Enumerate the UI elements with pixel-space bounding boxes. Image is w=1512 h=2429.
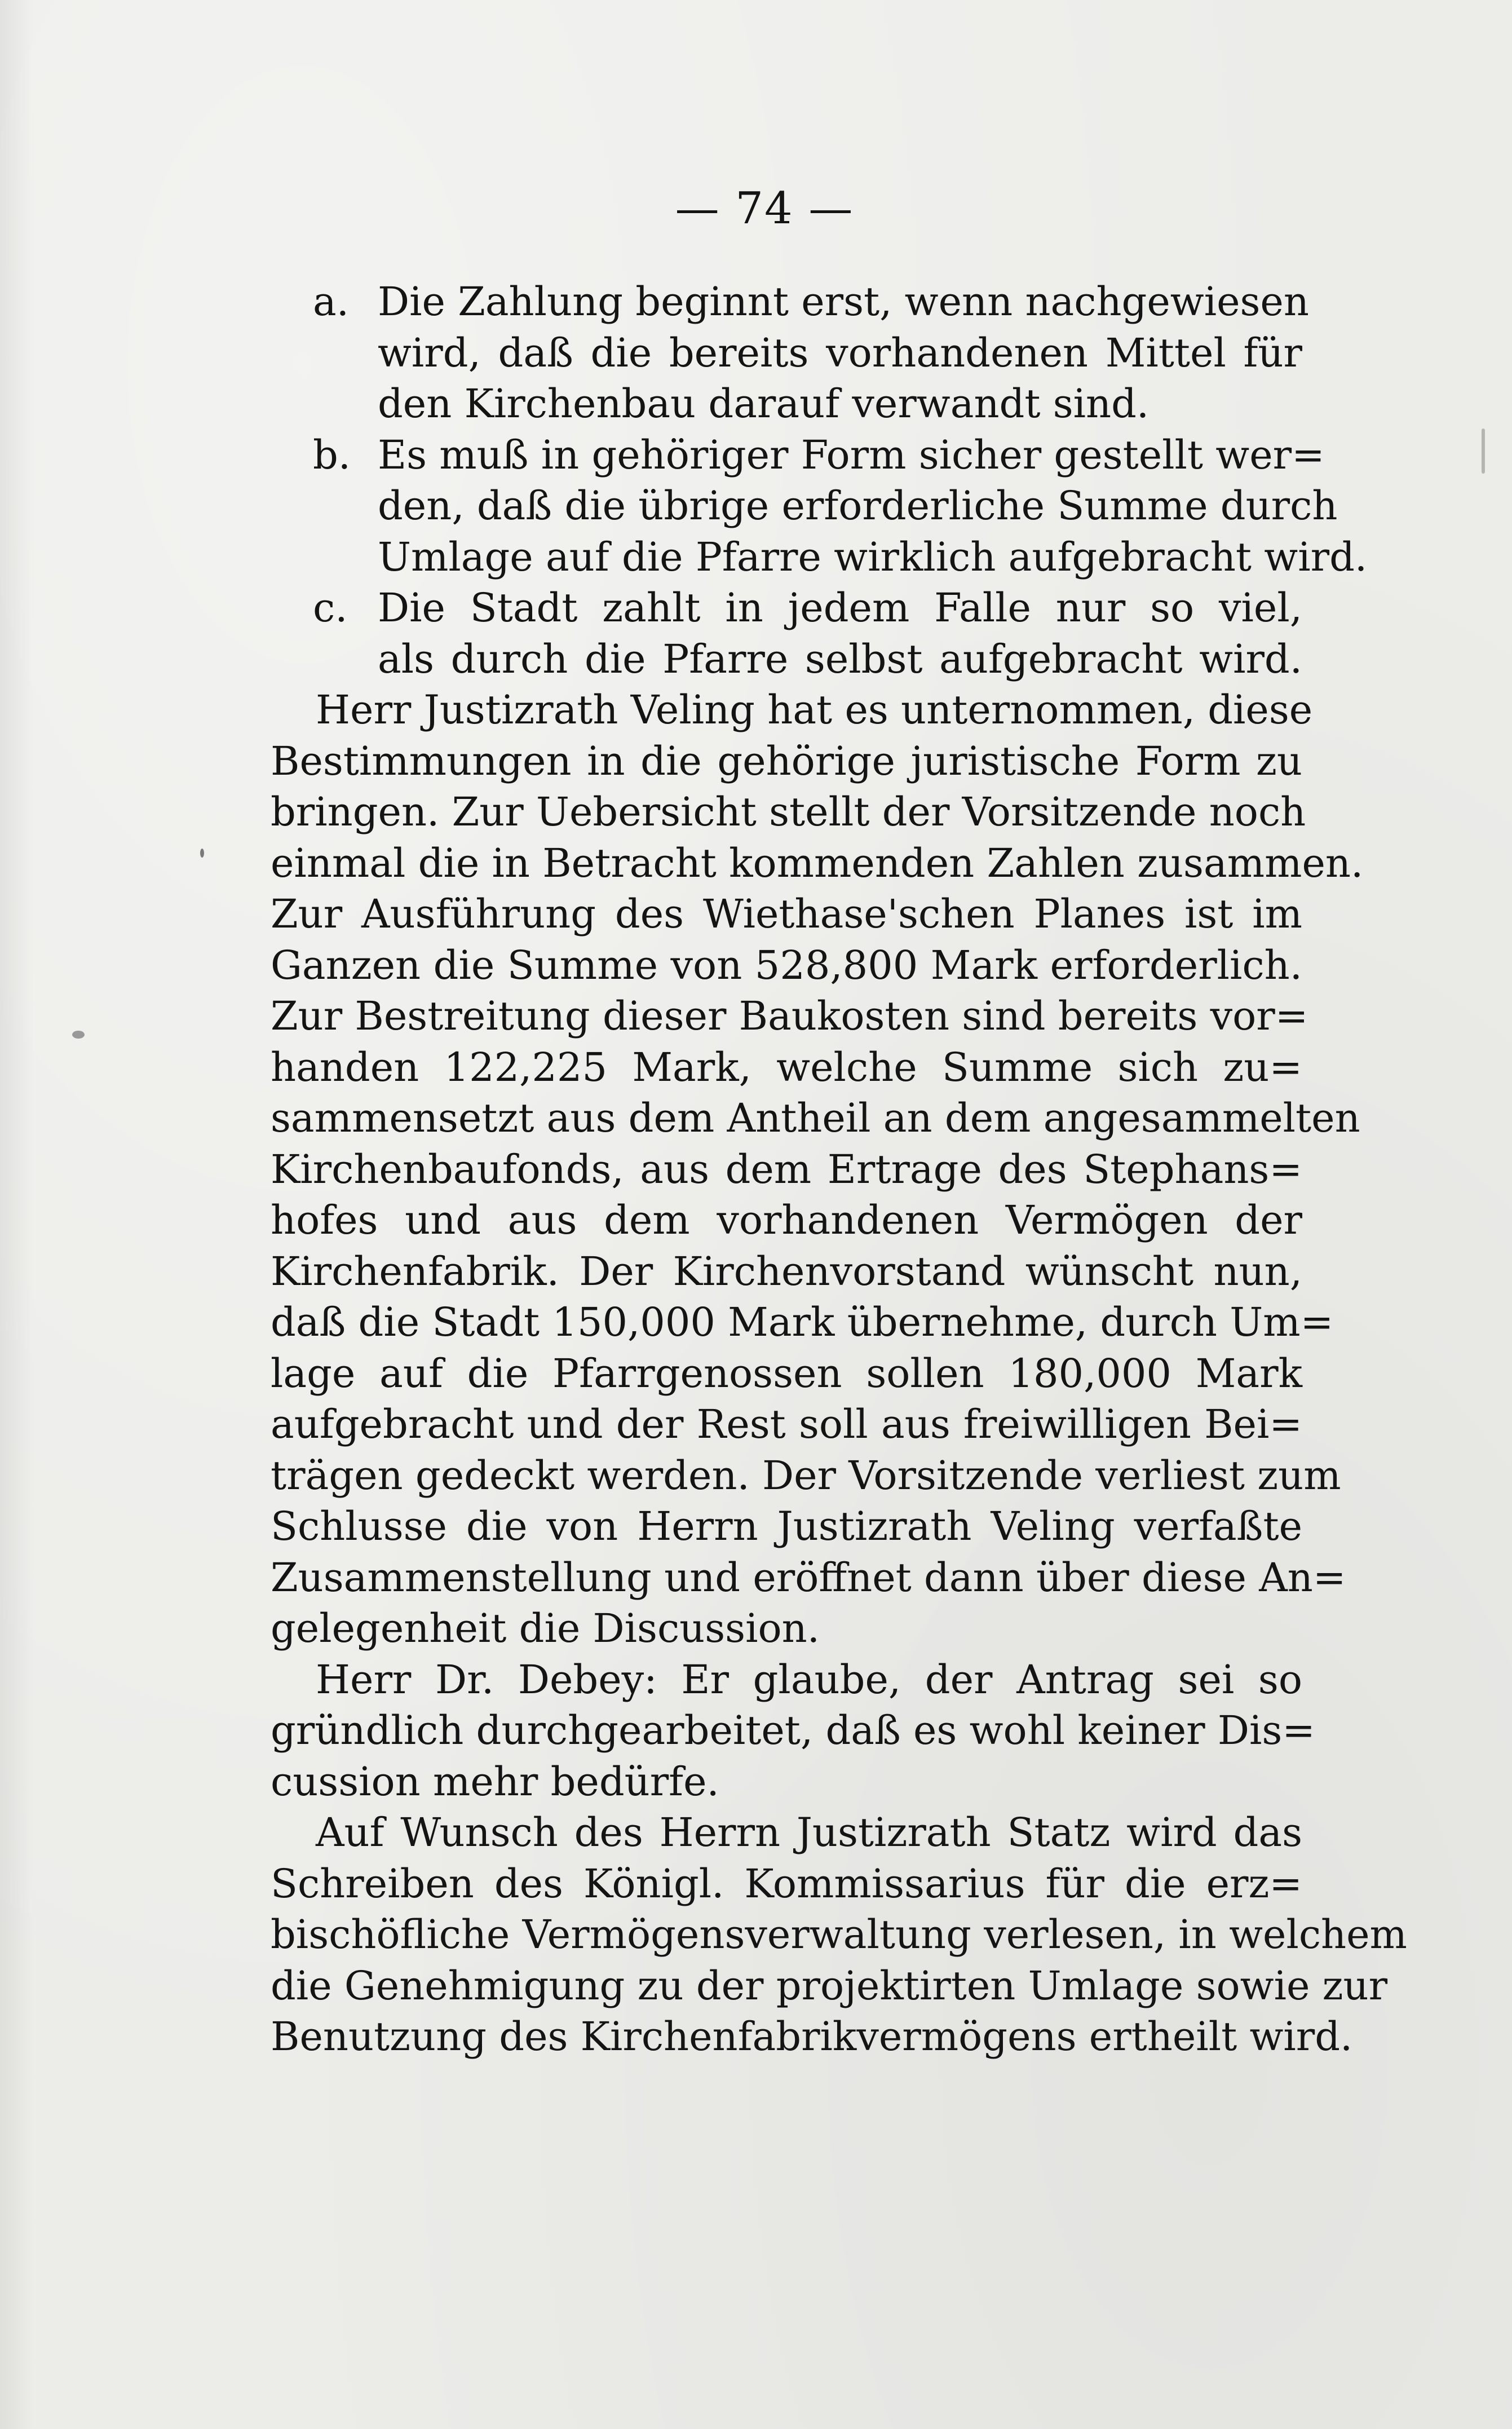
paper-speck [1482, 429, 1485, 474]
text-line [271, 430, 1325, 481]
line-text: Bestimmungen in die gehörige juristische Form zu [271, 737, 1302, 784]
text-line [271, 1705, 1315, 1756]
text-line [271, 328, 1302, 379]
line-text: Auf Wunsch des Herrn Justizrath Statz wird das [316, 1809, 1302, 1856]
page-number: — 74 — [675, 183, 854, 234]
text-line [271, 1960, 1388, 2012]
text-line [271, 1042, 1302, 1093]
line-text: Es muß in gehöriger Form sicher gestellt wer= [378, 431, 1325, 478]
line-text: aufgebracht und der Rest soll aus freiwilligen Bei= [271, 1401, 1302, 1447]
text-line [271, 532, 1368, 583]
body-text [271, 276, 1407, 2063]
text-line [271, 1552, 1346, 1604]
text-line [271, 378, 1302, 430]
line-text: wird, daß die bereits vorhandenen Mittel für [378, 329, 1302, 376]
line-text: Umlage auf die Pfarre wirklich aufgebracht wird. [378, 533, 1368, 580]
list-marker: b. [313, 431, 351, 478]
line-text: den Kirchenbau darauf verwandt sind. [378, 381, 1150, 427]
text-line [271, 480, 1338, 532]
text-line [271, 1348, 1302, 1399]
text-line [271, 684, 1313, 736]
line-text: hofes und aus dem vorhandenen Vermögen der [271, 1197, 1302, 1243]
text-line [271, 276, 1309, 328]
text-line [271, 1093, 1360, 1144]
paper-speck [72, 1031, 85, 1039]
text-line [271, 1144, 1302, 1195]
text-line [271, 1195, 1302, 1246]
line-text: als durch die Pfarre selbst aufgebracht wird. [378, 635, 1302, 682]
line-text: cussion mehr bedürfe. [271, 1758, 719, 1805]
text-line [271, 940, 1302, 991]
text-line [271, 1858, 1302, 1910]
line-text: die Genehmigung zu der projektirten Umlage sowie zur [271, 1962, 1388, 2009]
text-line [271, 1756, 1302, 1808]
line-text: den, daß die übrige erforderliche Summe durch [378, 483, 1338, 529]
text-line [271, 1909, 1407, 1960]
text-line [271, 889, 1302, 940]
line-text: daß die Stadt 150,000 Mark übernehme, durch Um= [271, 1299, 1334, 1345]
list-marker: a. [313, 279, 349, 325]
line-text: Benutzung des Kirchenfabrikvermögens ertheilt wird. [271, 2013, 1353, 2060]
line-text: Kirchenbaufonds, aus dem Ertrage des Stephans= [271, 1146, 1302, 1193]
text-line [271, 1807, 1302, 1858]
line-text: Schlusse die von Herrn Justizrath Veling verfaßte [271, 1503, 1302, 1549]
line-text: einmal die in Betracht kommenden Zahlen zusammen. [271, 840, 1364, 886]
line-text: Herr Justizrath Veling hat es unternommen, diese [316, 687, 1313, 733]
line-text: bischöfliche Vermögensverwaltung verlesen, in welchem [271, 1911, 1407, 1958]
line-text: gelegenheit die Discussion. [271, 1605, 820, 1651]
line-text: Kirchenfabrik. Der Kirchenvorstand wünscht nun, [271, 1248, 1302, 1295]
line-text: Zusammenstellung und eröffnet dann über diese An= [271, 1554, 1346, 1601]
line-text: Zur Ausführung des Wiethase'schen Planes ist im [271, 891, 1302, 937]
text-line [271, 1654, 1302, 1706]
line-text: Die Zahlung beginnt erst, wenn nachgewiesen [378, 279, 1309, 325]
text-line [271, 1450, 1341, 1501]
line-text: Herr Dr. Debey: Er glaube, der Antrag sei so [316, 1656, 1302, 1703]
list-marker: c. [313, 585, 348, 631]
line-text: trägen gedeckt werden. Der Vorsitzende verliest zum [271, 1452, 1341, 1499]
text-line [271, 634, 1302, 685]
text-line [271, 2011, 1353, 2063]
paper-speck [200, 849, 204, 858]
text-line [271, 1297, 1334, 1348]
line-text: gründlich durchgearbeitet, daß es wohl keiner Dis= [271, 1707, 1315, 1754]
text-line [271, 1603, 1302, 1654]
text-line [271, 991, 1308, 1042]
text-line [271, 1399, 1302, 1450]
line-text: Ganzen die Summe von 528,800 Mark erforderlich. [271, 942, 1302, 988]
text-line [271, 1246, 1302, 1297]
line-text: Zur Bestreitung dieser Baukosten sind bereits vor= [271, 993, 1308, 1039]
text-line [271, 736, 1302, 787]
text-line [271, 1501, 1302, 1552]
line-text: bringen. Zur Uebersicht stellt der Vorsitzende noch [271, 789, 1306, 835]
line-text: Schreiben des Königl. Kommissarius für die erz= [271, 1860, 1302, 1907]
line-text: lage auf die Pfarrgenossen sollen 180,000 Mark [271, 1350, 1302, 1397]
line-text: handen 122,225 Mark, welche Summe sich zu= [271, 1044, 1302, 1090]
line-text: sammensetzt aus dem Antheil an dem angesammelten [271, 1095, 1360, 1141]
text-line [271, 582, 1302, 634]
text-line [271, 787, 1306, 838]
line-text: Die Stadt zahlt in jedem Falle nur so viel, [378, 585, 1302, 631]
text-line [271, 838, 1364, 889]
